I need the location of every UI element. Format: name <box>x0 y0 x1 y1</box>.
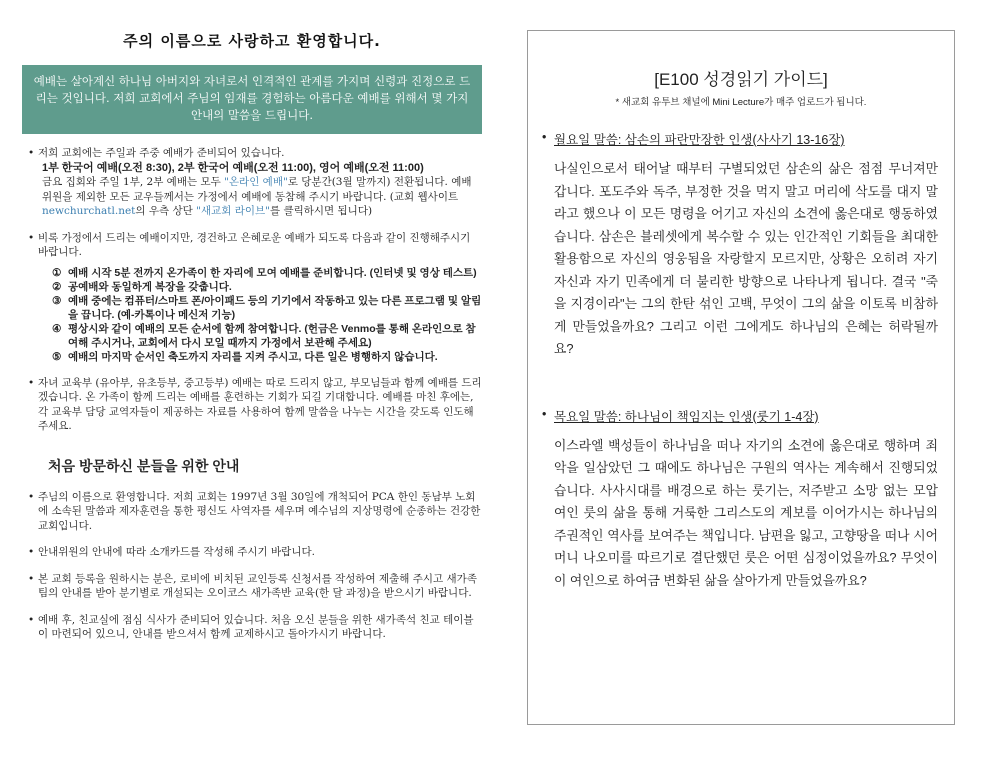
service-times: 1부 한국어 예배(오전 8:30), 2부 한국어 예배(오전 11:00), 영어 예배(오전 11:00) <box>42 161 424 174</box>
step-item <box>52 266 482 280</box>
visitor-heading: 처음 방문하신 분들을 위한 안내 <box>48 457 240 474</box>
online-notice <box>42 175 482 219</box>
step-item <box>52 350 482 364</box>
step-number: ① <box>52 266 62 279</box>
online-notice-text: 의 우측 상단 <box>135 205 197 217</box>
thursday-section <box>546 407 938 593</box>
step-item <box>52 294 482 322</box>
worship-steps <box>38 266 482 364</box>
step-text: 예배 시작 5분 전까지 온가족이 한 자리에 모여 예배를 준비합니다. (인터넷 및 영상 테스트) <box>68 266 477 279</box>
online-notice-text: 금요 집회와 주일 1부, 2부 예배는 모두 <box>42 176 225 188</box>
worship-guide-list <box>22 146 482 434</box>
online-worship-link[interactable]: "온라인 예배" <box>224 176 288 188</box>
section-heading: • 월요일 말씀: 삼손의 파란만장한 인생(사사기 13-16장) <box>546 130 938 148</box>
list-item <box>22 231 482 364</box>
children-education-text: 자녀 교육부 (유아부, 유초등부, 중고등부) 예배는 따로 드리지 않고, 부모님들과 함께 예배를 드리겠습니다. 온 가족이 함께 드리는 예배를 훈련하는 기회가 되길 기대합니다. 예배를 마친 후에는, 각 교육부 담당 교역자들이 제공하는 자료를 사용하여 함께 말씀을 나누는 시간을 갖도록 인도해 주세요. <box>38 376 482 432</box>
step-number: ② <box>52 280 62 293</box>
step-number: ③ <box>52 294 62 307</box>
step-text: 공예배와 동일하게 복장을 갖춥니다. <box>68 280 232 293</box>
step-number: ④ <box>52 322 62 335</box>
visitor-text: 예배 후, 친교실에 점심 식사가 준비되어 있습니다. 처음 오신 분들을 위한 새가족석 친교 테이블이 마련되어 있으니, 안내를 받으셔서 함께 교제하시고 돌아가시기 바랍니다. <box>38 613 474 640</box>
section-heading: • 목요일 말씀: 하나님이 책임지는 인생(룻기 1-4장) <box>546 407 938 425</box>
list-item <box>22 146 482 219</box>
home-worship-intro: • 비록 가정에서 드리는 예배이지만, 경건하고 은혜로운 예배가 되도록 다음과 같이 진행해주시기 바랍니다. <box>38 231 471 258</box>
visitor-text: 안내위원의 안내에 따라 소개카드를 작성해 주시기 바랍니다. <box>38 546 315 558</box>
list-item <box>22 490 482 534</box>
guide-title: [E100 성경읽기 가이드] <box>654 70 828 89</box>
step-item <box>52 280 482 294</box>
monday-section <box>546 130 938 361</box>
list-item <box>22 613 482 642</box>
list-item <box>22 545 482 560</box>
service-intro: • 저희 교회에는 주일과 주중 예배가 준비되어 있습니다. <box>38 147 285 159</box>
bible-reading-guide-box <box>527 30 955 725</box>
step-text: 예배 중에는 컴퓨터/스마트 폰/아이패드 등의 기기에서 작동하고 있는 다른 프로그램 및 알림을 끕니다. (예-카톡이나 메신저 기능) <box>68 294 482 321</box>
list-item <box>22 572 482 601</box>
list-item <box>22 376 482 434</box>
online-notice-text: 로 당분간(3월 말까지) 전환됩니다. 예배 위원을 제외한 모든 교우들께서는 가정에서 예배에 동참해 주시기 바랍니다. (교회 웹사이트 <box>42 176 472 203</box>
visitor-text: 주님의 이름으로 환영합니다. 저희 교회는 1997년 3월 30일에 개척되어 PCA 한인 동남부 노회에 소속된 말씀과 제자훈련을 통한 평신도 사역자를 세우며 예수님의 지상명령에 순종하는 건강한 교회입니다. <box>38 490 481 532</box>
step-text: 예배의 마지막 순서인 축도까지 자리를 지켜 주시고, 다른 일은 병행하지 않습니다. <box>68 350 438 363</box>
visitor-text: 본 교회 등록을 원하시는 분은, 로비에 비치된 교인등록 신청서를 작성하여 제출해 주시고 새가족 팀의 안내를 받아 분기별로 개설되는 오이코스 새가족반 교육(한 달 과정)을 받으시기 바랍니다. <box>38 572 477 599</box>
step-item <box>52 322 482 350</box>
section-body: 이스라엘 백성들이 하나님을 떠나 자기의 소견에 옳은대로 행하며 죄악을 일삼았던 그 때에도 하나님은 구원의 역사는 계속해서 진행되었습니다. 사사시대를 배경으로 하는 룻기는, 저주받고 소망 없는 모압 여인 룻의 삶을 통해 거룩한 그리스도의 계보를 이어가시는 하나님의 주권적인 역사를 보여주는 책입니다. 남편을 잃고, 고향땅을 떠나 시어머니 나오미를 따르기로 결단했던 룻은 어떤 심정이었을까요? 무엇이 이 여인으로 하여금 변화된 삶을 살아가게 만들었을까요? <box>554 437 938 588</box>
live-link[interactable]: "새교회 라이브" <box>196 205 270 217</box>
website-link[interactable]: newchurchatl.net <box>42 205 136 217</box>
left-panel <box>22 30 482 654</box>
welcome-title: 주의 이름으로 사랑하고 환영합니다. <box>123 32 381 50</box>
visitor-list <box>22 490 482 642</box>
section-body: 나실인으로서 태어날 때부터 구별되었던 삼손의 삶은 점점 무너져만 갑니다. 포도주와 독주, 부정한 것을 먹지 말고 머리에 삭도를 대지 말라고 했으나 이 모든 명령을 어기고 자신의 소견에 옳은대로 행동하였습니다. 삼손은 블레셋에게 복수할 수 있는 인간적인 기회들을 최대한 활용함으로 자신의 영웅됨을 자랑할지 모르지만, 상황은 오히려 자기 자신과 자기 민족에게 더 불리한 방향으로 나타나게 됩니다. 결국 "죽을 지경이라"는 그의 한탄 섞인 고백, 무엇이 그의 삶을 이토록 비참하게 만들었을까요? 그리고 이런 그에게도 하나님의 은혜는 허락될까요? <box>554 161 938 356</box>
guide-subtitle: * 새교회 유투브 채널에 Mini Lecture가 매주 업로드가 됩니다. <box>615 97 867 108</box>
step-number: ⑤ <box>52 350 62 363</box>
step-text: 평상시와 같이 예배의 모든 순서에 함께 참여합니다. (헌금은 Venmo를 통해 온라인으로 참여해 주시거나, 교회에서 다시 모일 때까지 가정에서 보관해 주세요) <box>68 322 476 349</box>
worship-banner: 예배는 살아계신 하나님 아버지와 자녀로서 인격적인 관계를 가지며 신령과 진정으로 드리는 것입니다. 저희 교회에서 주님의 임재를 경험하는 아름다운 예배를 위해서 몇 가지 안내의 말씀을 드립니다. <box>22 65 482 134</box>
online-notice-text: 를 클릭하시면 됩니다) <box>270 205 373 217</box>
